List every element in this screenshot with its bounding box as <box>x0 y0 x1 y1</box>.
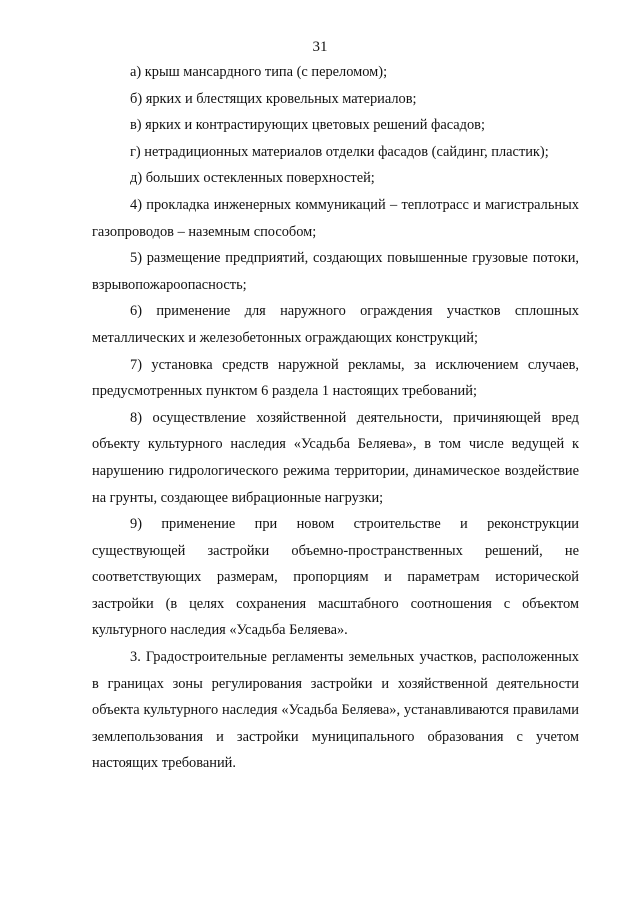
paragraph-9-construction: 9) применение при новом строительстве и реконструкции существующей застройки объемно-пространственных решений, не соответствующих размерам, пропорциям и параметрам исторической застройки (в целях сохранения масштабного соотношения с объектом культурного наследия «Усадьба Беляева». <box>92 516 579 639</box>
paragraph-c-facade-colors: в) ярких и контрастирующих цветовых решений фасадов; <box>130 117 485 134</box>
paragraph-3-regulations: 3. Градостроительные регламенты земельных участков, расположенных в границах зоны регулирования застройки и хозяйственной деятельности объекта культурного наследия «Усадьба Беляева», устанавливаются правилами землепользования и застройки муниципального образования с учетом настоящих требований. <box>92 649 579 772</box>
paragraph-4-utilities: 4) прокладка инженерных коммуникаций – теплотрасс и магистральных газопроводов – наземным способом; <box>92 196 579 240</box>
document-body <box>92 59 579 777</box>
paragraph-7-advertising: 7) установка средств наружной рекламы, за исключением случаев, предусмотренных пунктом 6 раздела 1 настоящих требований; <box>92 356 579 400</box>
paragraph-5-enterprises: 5) размещение предприятий, создающих повышенные грузовые потоки, взрывопожароопасность; <box>92 250 579 293</box>
paragraph-6-fencing: 6) применение для наружного ограждения участков сплошных металлических и железобетонных ограждающих конструкций; <box>92 303 579 346</box>
paragraph-e-glazed-surfaces: д) больших остекленных поверхностей; <box>130 170 375 187</box>
paragraph-a-roofs: а) крыш мансардного типа (с переломом); <box>130 64 388 80</box>
paragraph-d-facade-materials: г) нетрадиционных материалов отделки фасадов (сайдинг, пластик); <box>130 143 549 160</box>
page-number: 31 <box>312 39 328 55</box>
paragraph-b-roofing-materials: б) ярких и блестящих кровельных материалов; <box>130 90 417 107</box>
paragraph-8-economic-activity: 8) осуществление хозяйственной деятельности, причиняющей вред объекту культурного наследия «Усадьба Беляева», в том числе ведущей к нарушению гидрологического режима территории, динамическое воздействие на грунты, создающее вибрационные нагрузки; <box>92 409 579 506</box>
